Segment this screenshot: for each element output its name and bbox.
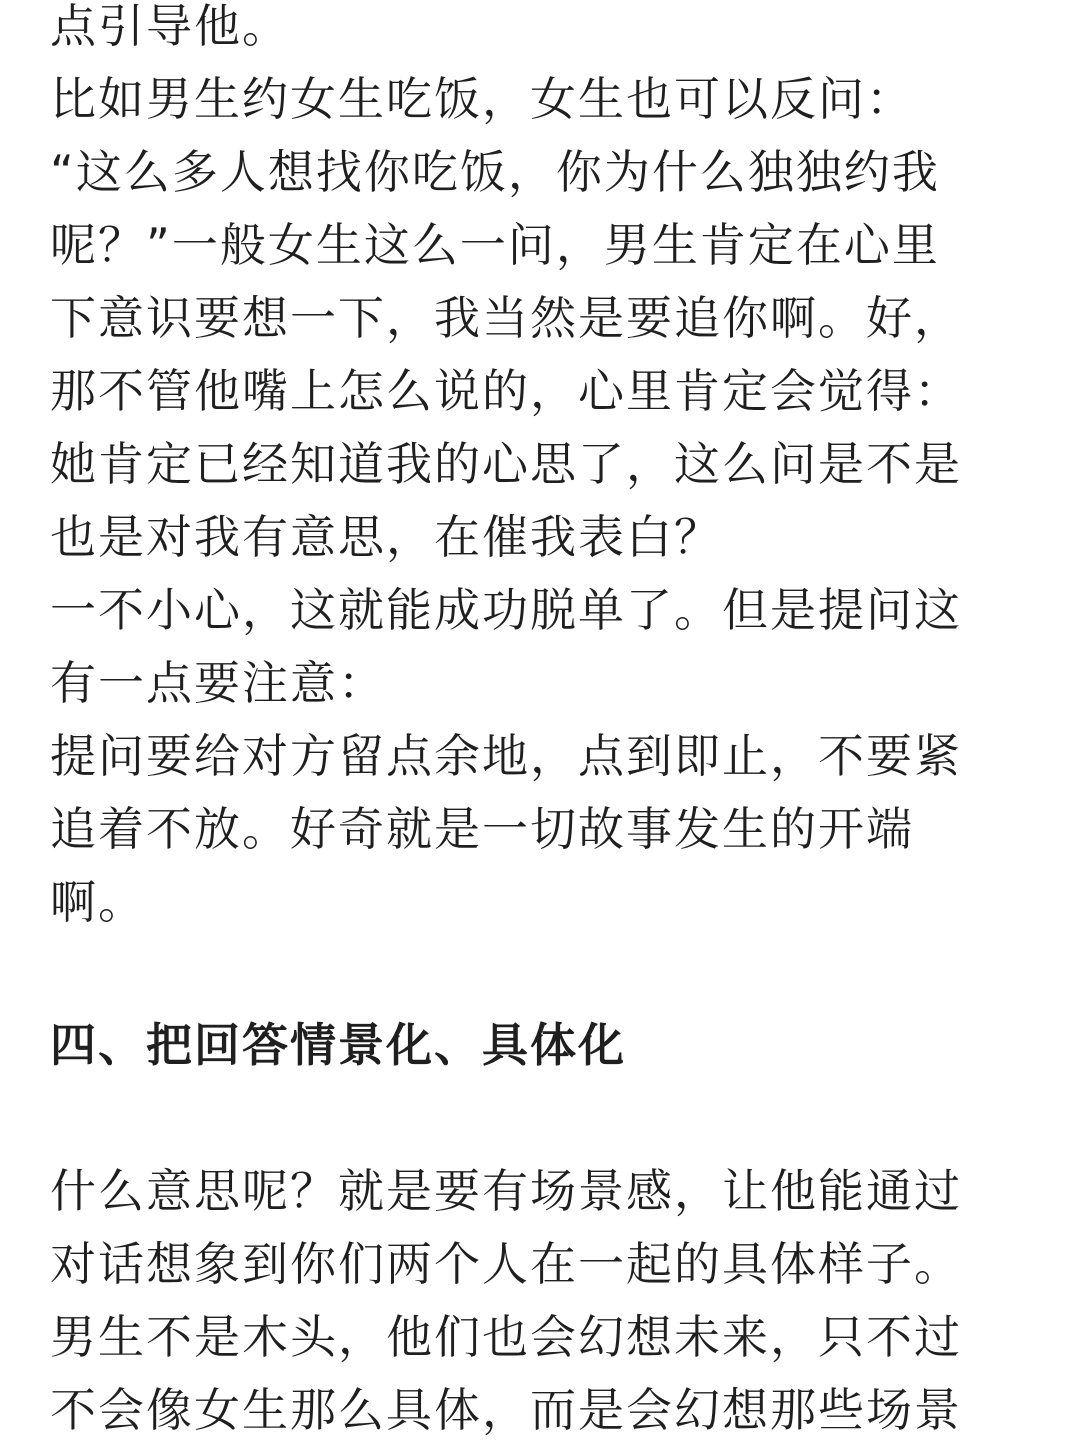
article-text-line: 下意识要想一下，我当然是要追你啊。好， bbox=[50, 291, 962, 345]
section-heading: 四、把回答情景化、具体化 bbox=[50, 1018, 626, 1072]
article-text-line: 男生不是木头，他们也会幻想未来，只不过 bbox=[50, 1310, 962, 1364]
article-text-line: 啊。 bbox=[50, 875, 146, 929]
article-text-line: 她肯定已经知道我的心思了，这么问是不是 bbox=[50, 437, 962, 491]
article-text-line: 呢？”一般女生这么一问，男生肯定在心里 bbox=[50, 218, 940, 272]
article-text-line: 一不小心，这就能成功脱单了。但是提问这 bbox=[50, 583, 962, 637]
article-text-line: 不会像女生那么具体，而是会幻想那些场景 bbox=[50, 1383, 962, 1437]
article-text-line: 对话想象到你们两个人在一起的具体样子。 bbox=[50, 1237, 962, 1291]
article-text-line: 有一点要注意： bbox=[50, 656, 386, 710]
article-text-line: 追着不放。好奇就是一切故事发生的开端 bbox=[50, 802, 914, 856]
article-text-line: 比如男生约女生吃饭，女生也可以反问： bbox=[50, 72, 914, 126]
article-text-line: 那不管他嘴上怎么说的，心里肯定会觉得： bbox=[50, 364, 962, 418]
article-text-line: 点引导他。 bbox=[50, 0, 290, 53]
article-text-line: 提问要给对方留点余地，点到即止，不要紧 bbox=[50, 729, 962, 783]
article-text-line: 也是对我有意思，在催我表白？ bbox=[50, 510, 722, 564]
article-text-line: “这么多人想找你吃饭，你为什么独独约我 bbox=[50, 145, 940, 199]
article-text-line: 什么意思呢？就是要有场景感，让他能通过 bbox=[50, 1164, 962, 1218]
